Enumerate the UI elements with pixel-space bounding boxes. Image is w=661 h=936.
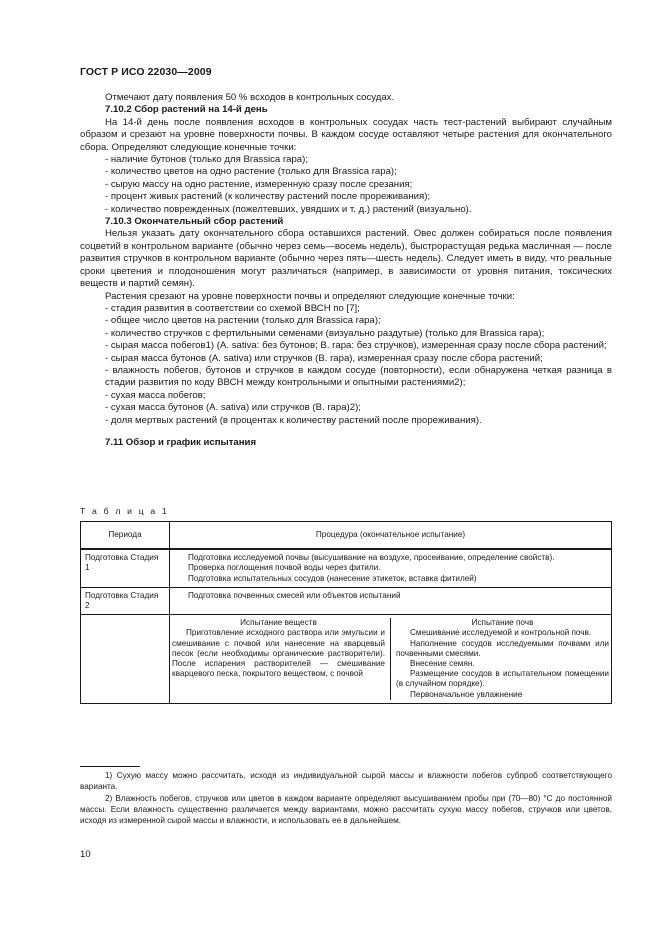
page-header-title: ГОСТ Р ИСО 22030—2009 [80, 66, 212, 78]
list-item: - процент живых растений (к количеству растений после прореживания); [105, 191, 431, 203]
cell-line: Приготовление исходного раствора или эмульсии и смешивание с почвой или нанесение на кварцевый песок (если необходимы органические растворители). После испарения растворителей — смешивание кварцевого песка, покрытого веществом, с почвой [172, 628, 385, 679]
table-row [81, 615, 612, 704]
soil-test-title: Испытание почв [471, 618, 534, 628]
list-item: - влажность побегов, бутонов и стручков в каждом сосуде (повторности), если обнаружена четкая разница в стадии развития по коду ВВСН между контрольными и опытными растениями2); [105, 364, 612, 389]
footnote-divider [80, 766, 140, 767]
footnote-2: 2) Влажность побегов, стручков или цветов в каждом варианте определяют высушиванием пробы при (70—80) °C до постоянной массы. Если влажность существенно различается между вариантами, можно рассчитать сухую массу побегов, стручков или цветов, исходя из измеренной сырой массы и влажности, и использовать ее в дальнейшем. [80, 794, 612, 825]
cell-line: Внесение семян. [410, 659, 475, 669]
list-item: - доля мертвых растений (в процентах к количеству растений после прореживания). [105, 414, 482, 426]
list-item: - стадия развития в соответствии со схемой ВВСН по [7]; [105, 302, 360, 314]
paragraph-7-10-2: На 14-й день после появления всходов в контрольных сосудах часть тест-растений выбирают случайным образом и срезают на уровне поверхности почвы. В каждом сосуде оставляют четыре растения для окончательного сбора. Определяют следующие конечные точки: [80, 116, 612, 153]
substance-test-title: Испытание веществ [240, 618, 317, 628]
list-item: - общее число цветов на растении (только для Brassica rapa); [105, 315, 381, 327]
table-row [81, 549, 612, 587]
column-header-procedure: Процедура (окончательное испытание) [170, 522, 612, 550]
section-heading-7-10-2: 7.10.2 Сбор растений на 14-й день [105, 104, 268, 116]
cell-line: Наполнение сосудов исследуемыми почвами или почвенными смесями. [396, 638, 609, 658]
cell-line: Подготовка испытательных сосудов (нанесение этикеток, вставка фитилей) [188, 573, 477, 583]
cell-line: Первоначальное увлажнение [410, 689, 523, 699]
list-item: - сухая масса бутонов (A. sativa) или стручков (B. rapa)2); [105, 402, 361, 414]
main-body [80, 92, 612, 449]
section-heading-7-11: 7.11 Обзор и график испытания [105, 436, 257, 448]
table-header-row [81, 522, 612, 550]
procedure-table [80, 521, 612, 704]
split-columns [170, 618, 611, 700]
paragraph-7-10-3a: Нельзя указать дату окончательного сбора оставшихся растений. Овес должен собираться после появления соцветий в контрольном варианте (обычно через семь—восемь недель), быстрорастущая редька масличная — после развития стручков в контрольном варианте (обычно через пять—шесть недель). Следует иметь в виду, что реальные сроки цветения и плодоношения могут различаться (например, в зависимости от уровня питания, токсических веществ и партий семян). [80, 228, 612, 290]
cell-procedure [170, 587, 612, 614]
list-item: - количество стручков с фертильными семенами (визуально раздутые) (только для Brassica rapa); [105, 327, 545, 339]
section-heading-7-10-3: 7.10.3 Окончательный сбор растений [105, 216, 284, 228]
footnotes [80, 770, 612, 827]
cell-line: Размещение сосудов в испытательном помещении (в случайном порядке). [396, 669, 609, 689]
footnote-1: 1) Сухую массу можно рассчитать, исходя из индивидуальной сырой массы и влажности побегов субпроб соответствующего варианта. [80, 771, 612, 791]
table-caption: Т а б л и ц а 1 [80, 506, 169, 516]
list-endpoints-final [80, 303, 612, 427]
substance-test-column [170, 618, 391, 700]
list-item: - количество цветов на одно растение (только для Brassica rapa); [105, 166, 397, 178]
column-header-period: Периодa [81, 522, 170, 550]
soil-test-column [391, 618, 611, 700]
cell-procedure [170, 549, 612, 587]
paragraph-7-10-3b: Растения срезают на уровне поверхности почвы и определяют следующие конечные точки: [105, 290, 515, 302]
table-row [81, 587, 612, 614]
paragraph-intro: Отмечают дату появления 50 % всходов в контрольных сосудах. [105, 92, 395, 103]
cell-period: Подготовка Стадия 2 [81, 587, 170, 614]
cell-line: Подготовка исследуемой почвы (высушивание на воздухе, просеивание, определение свойств). [188, 553, 555, 563]
cell-line: Проверка поглощения почвой воды через фитили. [188, 563, 381, 573]
list-item: - наличие бутонов (только для Brassica rapa); [105, 154, 308, 166]
list-item: - сухая масса побегов; [105, 389, 206, 401]
page-number: 10 [80, 849, 91, 860]
list-item: - сырая масса бутонов (A. sativa) или стручков (B. rapa), измеренная сразу после сбора растений; [105, 352, 543, 364]
list-item: - сырая масса побегов1) (A. sativa: без бутонов; B. rapa: без стручков), измеренная сразу после сбора растений; [105, 340, 607, 352]
cell-procedure-split [170, 615, 612, 704]
cell-line: Подготовка почвенных смесей или объектов испытаний [188, 590, 401, 600]
list-item: - количество поврежденных (пожелтевших, увядших и т. д.) растений (визуально). [105, 203, 472, 215]
list-item: - сырую массу на одно растение, измеренную сразу после срезания; [105, 178, 413, 190]
cell-line: Смешивание исследуемой и контрольной почв. [410, 628, 592, 638]
cell-period: Подготовка Стадия 1 [81, 549, 170, 587]
list-endpoints-14day [80, 154, 612, 216]
cell-period-empty [81, 615, 170, 704]
